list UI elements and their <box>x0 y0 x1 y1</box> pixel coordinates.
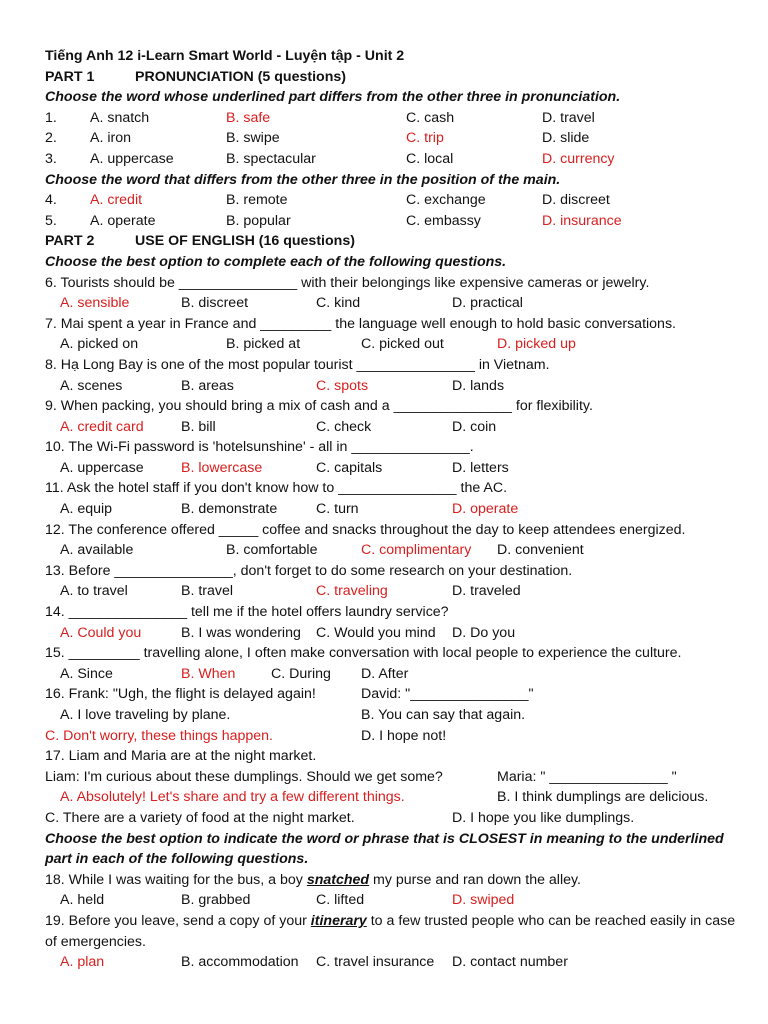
underlined-word: itinerary <box>310 912 367 929</box>
option-d[interactable]: D. traveled <box>452 583 521 600</box>
option-a[interactable]: A. uppercase <box>90 150 174 167</box>
option-d[interactable]: D. currency <box>542 150 615 167</box>
option-b[interactable]: B. comfortable <box>226 542 318 559</box>
option-d[interactable]: D. picked up <box>497 336 576 353</box>
option-d[interactable]: D. lands <box>452 377 505 394</box>
question-row <box>45 149 744 170</box>
option-d[interactable]: D. I hope you like dumplings. <box>452 809 635 826</box>
option-b[interactable]: B. When <box>181 665 236 682</box>
option-d[interactable]: D. operate <box>452 501 519 518</box>
option-c[interactable]: C. exchange <box>406 192 486 209</box>
option-a[interactable]: A. sensible <box>60 295 130 312</box>
options-row <box>45 705 744 726</box>
question-text: 12. The conference offered _____ coffee and snacks throughout the day to keep attendees energized. <box>45 521 686 538</box>
part1-label: PART 1 <box>45 68 95 85</box>
question-text: 15. _________ travelling alone, I often make conversation with local people to experience the culture. <box>45 645 682 662</box>
option-b[interactable]: B. swipe <box>226 130 280 147</box>
part2-instruction-2: Choose the best option to indicate the word or phrase that is CLOSEST in meaning to the underlined part in each of the following questions. <box>45 830 724 868</box>
options-row <box>45 890 744 911</box>
options-row <box>45 293 744 314</box>
option-b[interactable]: B. picked at <box>226 336 301 353</box>
option-b[interactable]: B. grabbed <box>181 892 251 909</box>
option-a[interactable]: A. available <box>60 542 134 559</box>
question-prefix: 18. While I was waiting for the bus, a boy <box>45 871 307 888</box>
question-number: 5. <box>45 212 57 229</box>
option-a[interactable]: A. Could you <box>60 624 142 641</box>
document-title: Tiếng Anh 12 i-Learn Smart World - Luyện tập - Unit 2 <box>45 48 405 64</box>
part1-heading <box>45 67 744 88</box>
question-text: 6. Tourists should be _______________ with their belongings like expensive cameras or jewelry. <box>45 274 650 291</box>
part2-label: PART 2 <box>45 233 95 250</box>
question-text: 17. Liam and Maria are at the night market. <box>45 748 317 765</box>
option-a[interactable]: A. equip <box>60 501 113 518</box>
options-row <box>45 581 744 602</box>
option-d[interactable]: D. practical <box>452 295 523 312</box>
option-c[interactable]: C. Don't worry, these things happen. <box>45 727 273 744</box>
option-d[interactable]: D. travel <box>542 109 595 126</box>
option-c[interactable]: C. local <box>406 150 454 167</box>
option-b[interactable]: B. I think dumplings are delicious. <box>497 789 709 806</box>
option-c[interactable]: C. picked out <box>361 336 444 353</box>
option-b[interactable]: B. areas <box>181 377 234 394</box>
options-row <box>45 952 744 973</box>
options-row <box>45 787 744 808</box>
option-b[interactable]: B. accommodation <box>181 954 299 971</box>
option-b[interactable]: B. demonstrate <box>181 501 278 518</box>
speaker-frank: 16. Frank: "Ugh, the flight is delayed again! <box>45 686 316 703</box>
option-c[interactable]: C. travel insurance <box>316 954 435 971</box>
option-a[interactable]: A. held <box>60 892 105 909</box>
option-d[interactable]: D. discreet <box>542 192 610 209</box>
question-number: 2. <box>45 130 57 147</box>
part1-instruction-2: Choose the word that differs from the other three in the position of the main. <box>45 171 561 188</box>
option-a[interactable]: A. plan <box>60 954 105 971</box>
part1-options-group-2 <box>45 190 744 231</box>
option-d[interactable]: D. insurance <box>542 212 622 229</box>
question-text: 10. The Wi-Fi password is 'hotelsunshine' - all in _______________. <box>45 439 474 456</box>
question-text: 8. Hạ Long Bay is one of the most popular tourist _______________ in Vietnam. <box>45 356 550 373</box>
question-text: 13. Before _______________, don't forget to do some research on your destination. <box>45 562 573 579</box>
option-b[interactable]: B. spectacular <box>226 150 316 167</box>
option-c[interactable]: C. trip <box>406 130 444 147</box>
option-c[interactable]: C. cash <box>406 109 455 126</box>
option-a[interactable]: A. operate <box>90 212 156 229</box>
question-text: 7. Mai spent a year in France and _________ the language well enough to hold basic conversations. <box>45 315 676 332</box>
question-text: 9. When packing, you should bring a mix of cash and a _______________ for flexibility. <box>45 398 593 415</box>
option-b[interactable]: B. lowercase <box>181 459 263 476</box>
options-row <box>45 540 744 561</box>
option-a[interactable]: A. scenes <box>60 377 123 394</box>
part2-heading <box>45 231 744 252</box>
option-b[interactable]: B. travel <box>181 583 234 600</box>
option-d[interactable]: D. swiped <box>452 892 515 909</box>
question-number: 4. <box>45 192 57 209</box>
question-number: 1. <box>45 109 57 126</box>
question-row <box>45 128 744 149</box>
option-c[interactable]: C. traveling <box>316 583 388 600</box>
option-d[interactable]: D. slide <box>542 130 590 147</box>
question-text <box>45 870 744 891</box>
option-d[interactable]: D. contact number <box>452 954 568 971</box>
underlined-word: snatched <box>306 871 370 888</box>
option-a[interactable]: A. iron <box>90 130 132 147</box>
question-row <box>45 108 744 129</box>
question-row <box>45 211 744 232</box>
part2-title: USE OF ENGLISH (16 questions) <box>135 233 355 250</box>
option-b[interactable]: B. discreet <box>181 295 249 312</box>
part1-instruction-1: Choose the word whose underlined part differs from the other three in pronunciation. <box>45 89 621 106</box>
option-c[interactable]: C. embassy <box>406 212 481 229</box>
option-a[interactable]: A. Absolutely! Let's share and try a few different things. <box>60 789 405 806</box>
part1-title: PRONUNCIATION (5 questions) <box>135 68 346 85</box>
speaker-david: David: "_______________" <box>361 686 534 703</box>
option-a[interactable]: A. I love traveling by plane. <box>60 707 231 723</box>
options-row <box>45 417 744 438</box>
option-c[interactable]: C. capitals <box>316 459 383 476</box>
option-d[interactable]: D. Do you <box>452 624 516 641</box>
option-b[interactable]: B. You can say that again. <box>361 707 526 723</box>
option-b[interactable]: B. remote <box>226 192 288 209</box>
option-b[interactable]: B. popular <box>226 212 291 229</box>
option-c[interactable]: C. There are a variety of food at the night market. <box>45 809 355 826</box>
question-text: 14. _______________ tell me if the hotel offers laundry service? <box>45 604 449 621</box>
option-d[interactable]: D. coin <box>452 418 497 435</box>
question-suffix: to a few trusted people who can be reached easily in case of emergencies. <box>45 912 736 950</box>
dialogue-row <box>45 767 744 788</box>
options-row <box>45 334 744 355</box>
option-d[interactable]: D. I hope not! <box>361 727 447 744</box>
option-d[interactable]: D. After <box>361 665 409 682</box>
option-a[interactable]: A. credit card <box>60 418 144 435</box>
options-row <box>45 664 744 685</box>
part2-questions <box>45 273 744 973</box>
option-b[interactable]: B. safe <box>226 109 271 126</box>
option-c[interactable]: C. kind <box>316 295 361 312</box>
option-a[interactable]: A. Since <box>60 665 113 682</box>
speaker-liam: Liam: I'm curious about these dumplings. Should we get some? <box>45 768 443 785</box>
option-c[interactable]: C. check <box>316 418 372 435</box>
option-c[interactable]: C. During <box>271 665 331 682</box>
question-suffix: my purse and ran down the alley. <box>369 871 581 888</box>
option-a[interactable]: A. credit <box>90 192 143 209</box>
options-row <box>45 726 744 747</box>
part2-instruction: Choose the best option to complete each of the following questions. <box>45 253 507 270</box>
option-c[interactable]: C. spots <box>316 377 369 394</box>
question-text <box>45 911 744 952</box>
part1-options-group-1 <box>45 108 744 170</box>
option-a[interactable]: A. picked on <box>60 336 139 353</box>
option-a[interactable]: A. snatch <box>90 109 150 126</box>
dialogue-row <box>45 684 744 705</box>
question-text: 11. Ask the hotel staff if you don't know how to _______________ the AC. <box>45 480 508 497</box>
options-row <box>45 499 744 520</box>
question-prefix: 19. Before you leave, send a copy of your <box>45 912 311 929</box>
option-c[interactable]: C. turn <box>316 501 359 518</box>
option-b[interactable]: B. I was wondering <box>181 624 301 641</box>
option-c[interactable]: C. lifted <box>316 892 365 909</box>
option-b[interactable]: B. bill <box>181 418 216 435</box>
options-row <box>45 808 744 829</box>
option-d[interactable]: D. convenient <box>497 542 584 559</box>
option-d[interactable]: D. letters <box>452 459 509 476</box>
question-row <box>45 190 744 211</box>
speaker-maria: Maria: " _______________ " <box>497 768 677 785</box>
options-row <box>45 458 744 479</box>
options-row <box>45 376 744 397</box>
question-number: 3. <box>45 150 57 167</box>
option-c[interactable]: C. complimentary <box>361 542 472 559</box>
option-a[interactable]: A. to travel <box>60 583 128 600</box>
option-a[interactable]: A. uppercase <box>60 459 144 476</box>
options-row <box>45 623 744 644</box>
option-c[interactable]: C. Would you mind <box>316 624 436 641</box>
